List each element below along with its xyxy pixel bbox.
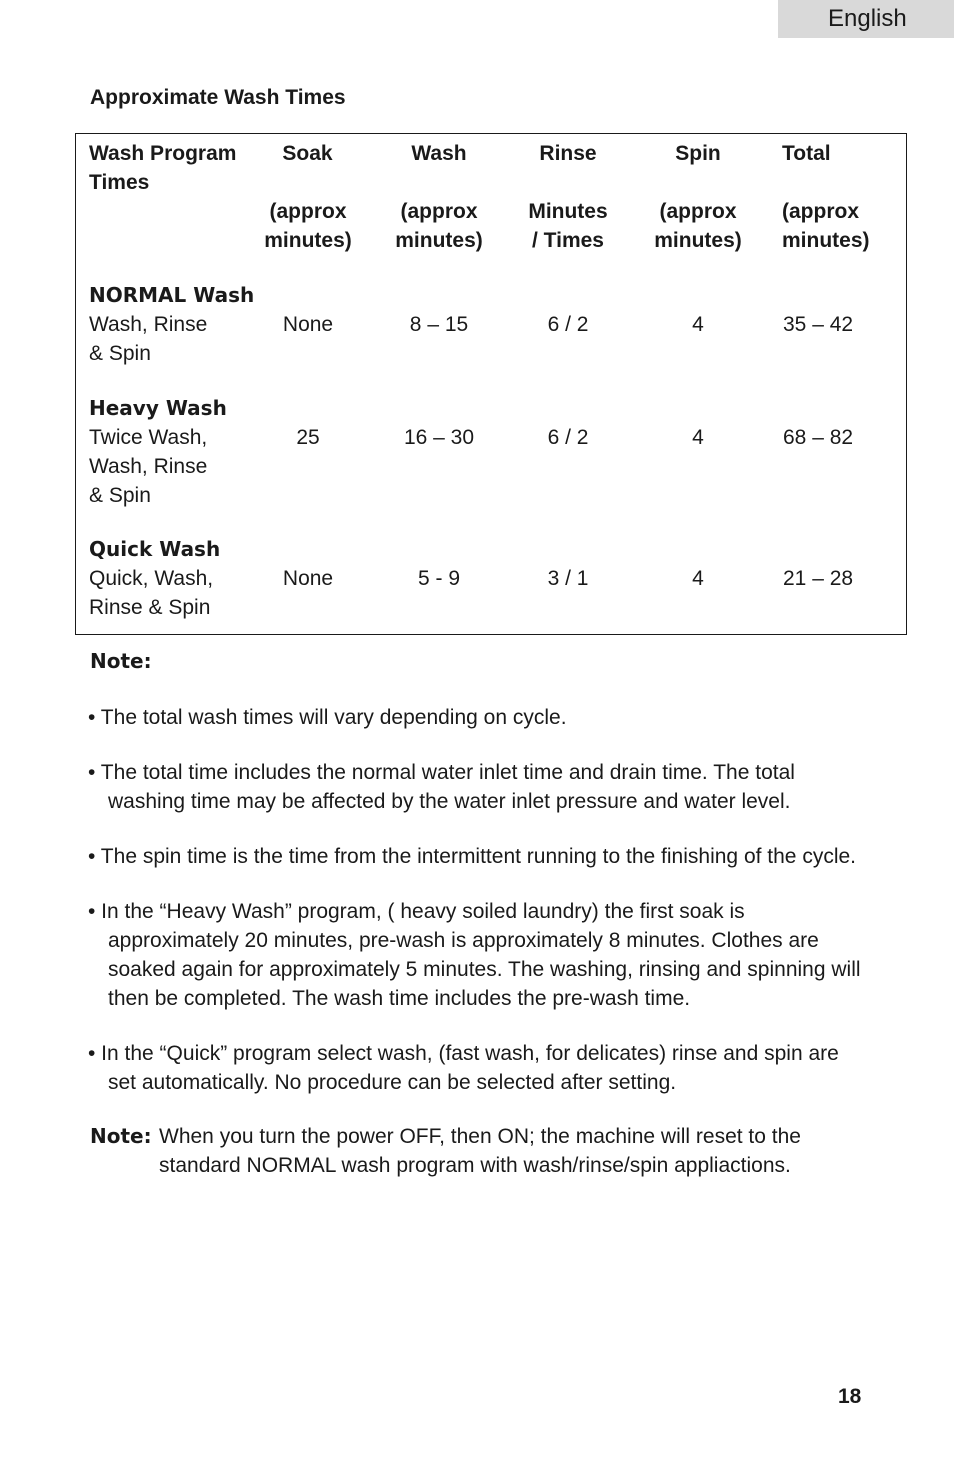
quick-rinse: 3 / 1 xyxy=(547,567,589,590)
header-total-title: Total xyxy=(782,142,831,165)
header-wash-program xyxy=(89,139,236,197)
heavy-soak: 25 xyxy=(296,426,320,449)
quick-soak: None xyxy=(282,567,334,590)
header-spin-title: Spin xyxy=(675,142,721,165)
normal-soak: None xyxy=(282,313,334,336)
section-title: Approximate Wash Times xyxy=(90,86,346,109)
heavy-spin: 4 xyxy=(692,426,704,449)
quick-total: 21 – 28 xyxy=(783,567,854,590)
note-line: • In the “Quick” program select wash, (fast wash, for delicates) rinse and spin are xyxy=(88,1042,839,1065)
header-rinse xyxy=(528,139,607,255)
header-rinse-unit1: Minutes xyxy=(528,200,608,223)
note-line: washing time may be affected by the water inlet pressure and water level. xyxy=(108,790,791,813)
program-name: NORMAL Wash xyxy=(89,283,255,307)
program-normal xyxy=(89,281,254,368)
quick-wash: 5 - 9 xyxy=(417,567,461,590)
note-bullet xyxy=(88,1039,928,1097)
header-wash-program-line1: Wash Program xyxy=(89,142,237,165)
header-soak-unit2: minutes) xyxy=(264,229,352,252)
header-wash xyxy=(395,139,483,255)
program-name: Quick Wash xyxy=(89,537,221,561)
normal-wash: 8 – 15 xyxy=(409,313,469,336)
language-tab: English xyxy=(778,0,954,38)
program-desc: Wash, Rinse xyxy=(89,455,208,478)
note-bullet xyxy=(88,758,928,816)
quick-spin: 4 xyxy=(692,567,704,590)
note-bullet xyxy=(88,703,928,732)
program-quick xyxy=(89,535,220,622)
header-spin-unit1: (approx xyxy=(659,200,737,223)
header-soak-unit1: (approx xyxy=(269,200,347,223)
header-soak xyxy=(264,139,352,255)
page-number: 18 xyxy=(838,1385,862,1408)
note-line: then be completed. The wash time includes the pre-wash time. xyxy=(108,987,691,1010)
program-heavy xyxy=(89,394,227,510)
note-line: approximately 20 minutes, pre-wash is approximately 8 minutes. Clothes are xyxy=(108,929,819,952)
program-name: Heavy Wash xyxy=(89,396,227,420)
heavy-wash: 16 – 30 xyxy=(403,426,475,449)
final-note-line: standard NORMAL wash program with wash/rinse/spin appliactions. xyxy=(159,1154,791,1177)
program-desc: Twice Wash, xyxy=(89,426,208,449)
normal-rinse: 6 / 2 xyxy=(547,313,589,336)
note-bullet xyxy=(88,842,928,871)
header-soak-title: Soak xyxy=(282,142,333,165)
header-wash-title: Wash xyxy=(411,142,467,165)
header-total-unit2: minutes) xyxy=(782,229,870,252)
note-line: • The total wash times will vary depending on cycle. xyxy=(88,706,567,729)
program-desc: Rinse & Spin xyxy=(89,596,211,619)
note-bullet xyxy=(88,897,928,1013)
normal-spin: 4 xyxy=(692,313,704,336)
wash-times-table xyxy=(75,133,907,635)
note-line: • The spin time is the time from the intermittent running to the finishing of the cycle. xyxy=(88,845,856,868)
heavy-total: 68 – 82 xyxy=(783,426,854,449)
program-desc: Wash, Rinse xyxy=(89,313,208,336)
header-rinse-unit2: / Times xyxy=(532,229,604,252)
note-line: • The total time includes the normal water inlet time and drain time. The total xyxy=(88,761,795,784)
header-wash-unit1: (approx xyxy=(400,200,478,223)
program-desc: Quick, Wash, xyxy=(89,567,214,590)
header-total-unit1: (approx xyxy=(782,200,860,223)
final-note-label: Note: xyxy=(90,1124,152,1148)
header-rinse-title: Rinse xyxy=(539,142,597,165)
final-note-text xyxy=(159,1122,859,1180)
final-note-line: When you turn the power OFF, then ON; the machine will reset to the xyxy=(159,1125,801,1148)
note-heading: Note: xyxy=(90,649,152,673)
note-line: • In the “Heavy Wash” program, ( heavy soiled laundry) the first soak is xyxy=(88,900,745,923)
header-total xyxy=(782,139,870,255)
note-line: set automatically. No procedure can be selected after setting. xyxy=(108,1071,677,1094)
header-spin xyxy=(654,139,742,255)
note-line: soaked again for approximately 5 minutes. The washing, rinsing and spinning will xyxy=(108,958,861,981)
header-wash-program-line2: Times xyxy=(89,171,150,194)
header-spin-unit2: minutes) xyxy=(654,229,742,252)
program-desc: & Spin xyxy=(89,484,151,507)
heavy-rinse: 6 / 2 xyxy=(547,426,589,449)
normal-total: 35 – 42 xyxy=(783,313,854,336)
program-desc: & Spin xyxy=(89,342,151,365)
header-wash-unit2: minutes) xyxy=(395,229,483,252)
